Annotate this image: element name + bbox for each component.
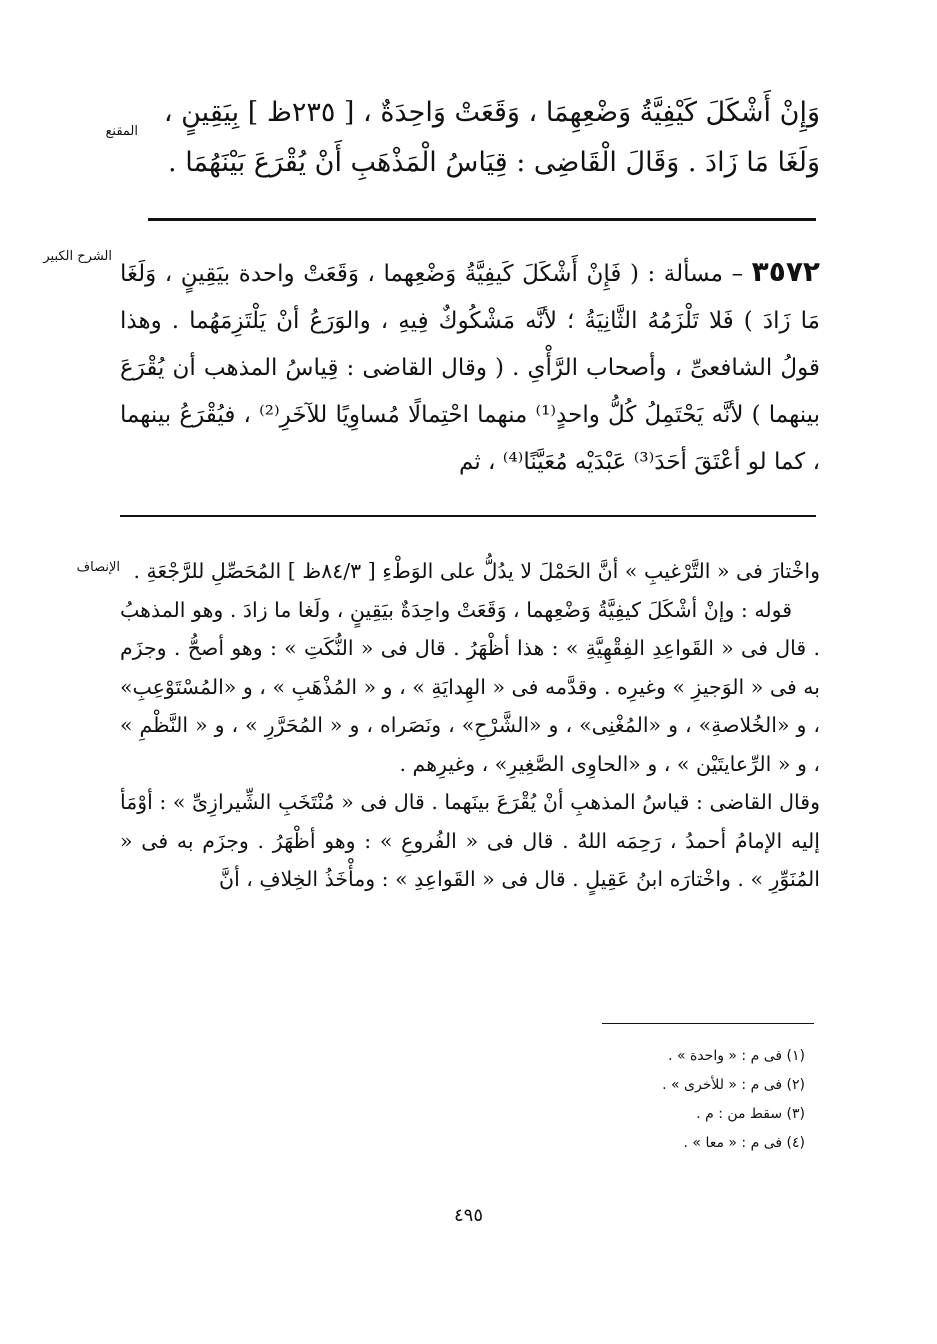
divider-thick [148, 218, 816, 221]
footnote-2: (٢) فى م : « للأخرى » . [662, 1077, 805, 1093]
sharh-text [120, 248, 820, 486]
insaf-text [120, 552, 820, 899]
matn-line-2: وَلَغَا مَا زَادَ . وَقَالَ الْقَاضِى : قِيَاسُ الْمَذْهَبِ أَنْ يُقْرَعَ بَيْنَهُمَا . [168, 147, 820, 178]
page-number: ٤٩٥ [453, 1205, 483, 1226]
insaf-paragraph-3: وقال القاضى : قياسُ المذهبِ أنْ يُقْرَعَ بينَهما . قال فى « مُنْتَخَبِ الشِّيرازِىِّ » : أوْمَأ إليه الإمامُ أحمدُ ، رَحِمَه اللهُ . قال فى « الفُروعِ » : وهو أظْهَرُ . وجزَم به فى « المُنَوِّرِ » . واخْتارَه ابنُ عَقِيلٍ . قال فى « القَواعِدِ » : ومأْخَذُ الخِلافِ ، أنَّ [120, 790, 820, 891]
matn-line-1: وَإِنْ أَشْكَلَ كَيْفِيَّةُ وَضْعِهِمَا ، وَقَعَتْ وَاحِدَةٌ ، [ ٢٣٥ظ ] بِيَقِينٍ ، [163, 97, 820, 128]
section-label-sharh-kabir: الشرح الكبير [43, 249, 112, 264]
footnote-3: (٣) سقط من : م . [696, 1106, 805, 1122]
insaf-paragraph-2: قوله : وإنْ أشْكَلَ كيفِيَّةُ وَضْعِهما ، وَقَعَتْ واحِدَةٌ بيَقِينٍ ، ولَغا ما زادَ . وهو المذهبُ . قال فى « القَواعِدِ الفِقْهِيَّةِ » : هذا أظْهَرُ . قال فى « النُّكَتِ » : وهو أصحُّ . وجزَم به فى « الوَجيزِ » وغيرِه . وقدَّمه فى « الهِدايَةِ » ، و « المُذْهَبِ » ، و «المُسْتَوْعِبِ» ، و «الخُلاصةِ» ، و «المُغْنِى» ، و «الشَّرْحِ» ، ونَصَراه ، و « المُحَرَّرِ » ، و « النَّظْمِ » ، و « الرِّعايتَيْن » ، و «الحاوِى الصَّغِيرِ» ، وغيرِهم . [120, 597, 820, 776]
divider-thin [120, 515, 816, 517]
footnote-4: (٤) فى م : « معا » . [683, 1135, 805, 1151]
mas-ala-number: ٣٥٧٢ [751, 255, 821, 288]
insaf-paragraph-1: واخْتارَ فى « التَّرْغيبِ » أنَّ الحَمْلَ لا يدُلُّ على الوَطْءِ [ ٨٤/٣ظ ] المُحَصِّلِ للرَّجْعَةِ . [133, 559, 820, 583]
section-label-insaf: الإنصاف [76, 560, 120, 575]
footnotes [480, 1042, 805, 1158]
section-label-muqni: المقنع [105, 124, 138, 139]
footnote-divider [602, 1023, 814, 1024]
footnote-1: (١) فى م : « واحدة » . [668, 1048, 805, 1064]
sharh-body: – مسألة : ( فَإِنْ أَشْكَلَ كَيفِيَّةُ وَضْعِهما ، وَقَعَتْ واحدة بيَقِينٍ ، وَلَغَا مَا زَادَ ) فَلا تَلْزَمُهُ الثَّانِيَةُ ؛ لأنَّه مَشْكُوكٌ فِيهِ ، والوَرَعُ أنْ يَلْتَزِمَهُما . وهذا قولُ الشافعىِّ ، وأصحاب الرَّأْىِ . ( وقال القاضى : قِياسُ المذهب أن يُقْرَعَ بينهما ) لأنَّه يَحْتَمِلُ كُلُّ واحدٍ⁽¹⁾ منهما احْتِمالًا مُساوِيًا للآخَرِ⁽²⁾ ، فيُقْرَعُ بينهما ، كما لو أعْتَقَ أحَدَ⁽³⁾ عَبْدَيْه مُعَيَّنًا⁽⁴⁾ ، ثم [120, 261, 820, 475]
matn-text [150, 88, 820, 188]
